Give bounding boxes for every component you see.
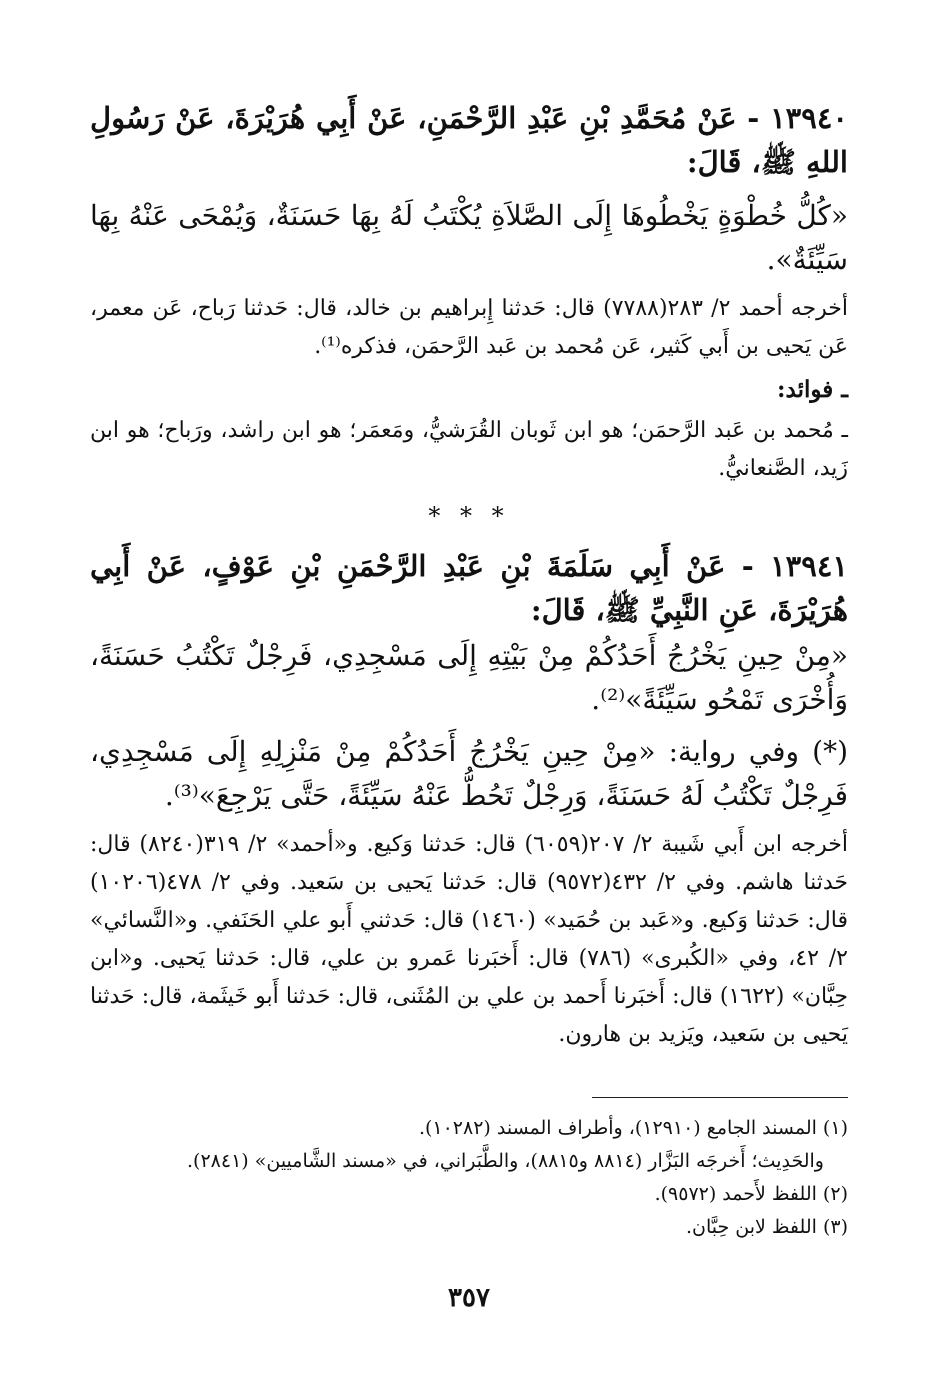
footnote-2: (٢) اللفظ لأَحمد (٩٥٧٢). <box>654 1183 848 1205</box>
hadith-2-matn: «مِنْ حِينِ يَخْرُجُ أَحَدُكُمْ مِنْ بَيْتِهِ إِلَى مَسْجِدِي، فَرِجْلٌ تَكْتُبُ حَسَنَةً، وَأُخْرَى تَمْحُو سَيِّئَةً»⁽²⁾. <box>90 639 848 716</box>
hadith-1-takhrij: أخرجه أحمد ٢/ ٢٨٣(٧٧٨٨) قال: حَدثنا إِبراهيم بن خالد، قال: حَدثنا رَباح، عَن معمر، عَن يَحيى بن أَبي كَثير، عَن مُحمد بن عَبد الرَّحمَن، فذكره⁽¹⁾. <box>90 296 848 359</box>
hadith-1-matn: «كُلُّ خُطْوَةٍ يَخْطُوهَا إِلَى الصَّلاَةِ يُكْتَبُ لَهُ بِهَا حَسَنَةٌ، وَيُمْحَى عَنْهُ بِهَا سَيِّئَةٌ». <box>90 199 848 276</box>
footnote-1-continuation: والحَدِيث؛ أَخرجَه البَزَّار (٨٨١٤ و٨٨١٥)، والطَّبَراني، في «مسند الشَّاميين» (٢٨٤١). <box>187 1150 824 1172</box>
footnote-3: (٣) اللفظ لابن حِبَّان. <box>685 1216 848 1238</box>
fawaid-heading: ـ فوائد: <box>777 376 848 403</box>
page-body <box>90 96 848 1060</box>
footnote-1: (١) المسند الجامع (١٢٩١٠)، وأطراف المسند (١٠٢٨٢). <box>418 1117 848 1139</box>
section-separator: * * * <box>428 502 510 530</box>
hadith-1-isnad: ١٣٩٤٠ - عَنْ مُحَمَّدِ بْنِ عَبْدِ الرَّحْمَنِ، عَنْ أَبِي هُرَيْرَةَ، عَنْ رَسُولِ اللهِ ﷺ، قَالَ: <box>90 101 848 179</box>
fawaid-body: ـ مُحمد بن عَبد الرَّحمَن؛ هو ابن ثَوبان القُرَشيُّ، ومَعمَر؛ هو ابن راشد، ورَباح؛ هو ابن زَيد، الصَّنعانيُّ. <box>90 418 848 481</box>
hadith-2-riwaya: (*) وفي رواية: «مِنْ حِينِ يَخْرُجُ أَحَدُكُمْ مِنْ مَنْزِلِهِ إِلَى مَسْجِدِي، فَرِجْلٌ تَكْتُبُ لَهُ حَسَنَةً، وَرِجْلٌ تَحُطُّ عَنْهُ سَيِّئَةً، حَتَّى يَرْجِعَ»⁽³⁾. <box>90 735 848 812</box>
hadith-2-takhrij: أخرجه ابن أَبي شَيبة ٢/ ٢٠٧(٦٠٥٩) قال: حَدثنا وَكيع. و«أحمد» ٢/ ٣١٩(٨٢٤٠) قال: حَدثنا هاشم. وفي ٢/ ٤٣٢(٩٥٧٢) قال: حَدثنا يَحيى بن سَعيد. وفي ٢/ ٤٧٨(١٠٢٠٦) قال: حَدثنا وَكيع. و«عَبد بن حُمَيد» (١٤٦٠) قال: حَدثني أَبو علي الحَنَفي. و«النَّسائي» ٢/ ٤٢، وفي «الكُبرى» (٧٨٦) قال: أَخبَرنا عَمرو بن علي، قال: حَدثنا يَحيى. و«ابن حِبَّان» (١٦٢٢) قال: أَخبَرنا أَحمد بن علي بن المُثَنى، قال: حَدثنا أَبو خَيثَمة، قال: حَدثنا يَحيى بن سَعيد، ويَزيد بن هارون. <box>90 832 849 1047</box>
hadith-2-isnad: ١٣٩٤١ - عَنْ أَبِي سَلَمَةَ بْنِ عَبْدِ الرَّحْمَنِ بْنِ عَوْفٍ، عَنْ أَبِي هُرَيْرَةَ، عَنِ النَّبِيِّ ﷺ، قَالَ: <box>90 549 848 627</box>
footnotes <box>120 1112 848 1244</box>
page-number: ٣٥٧ <box>448 1283 490 1313</box>
footnote-divider <box>592 1097 848 1098</box>
